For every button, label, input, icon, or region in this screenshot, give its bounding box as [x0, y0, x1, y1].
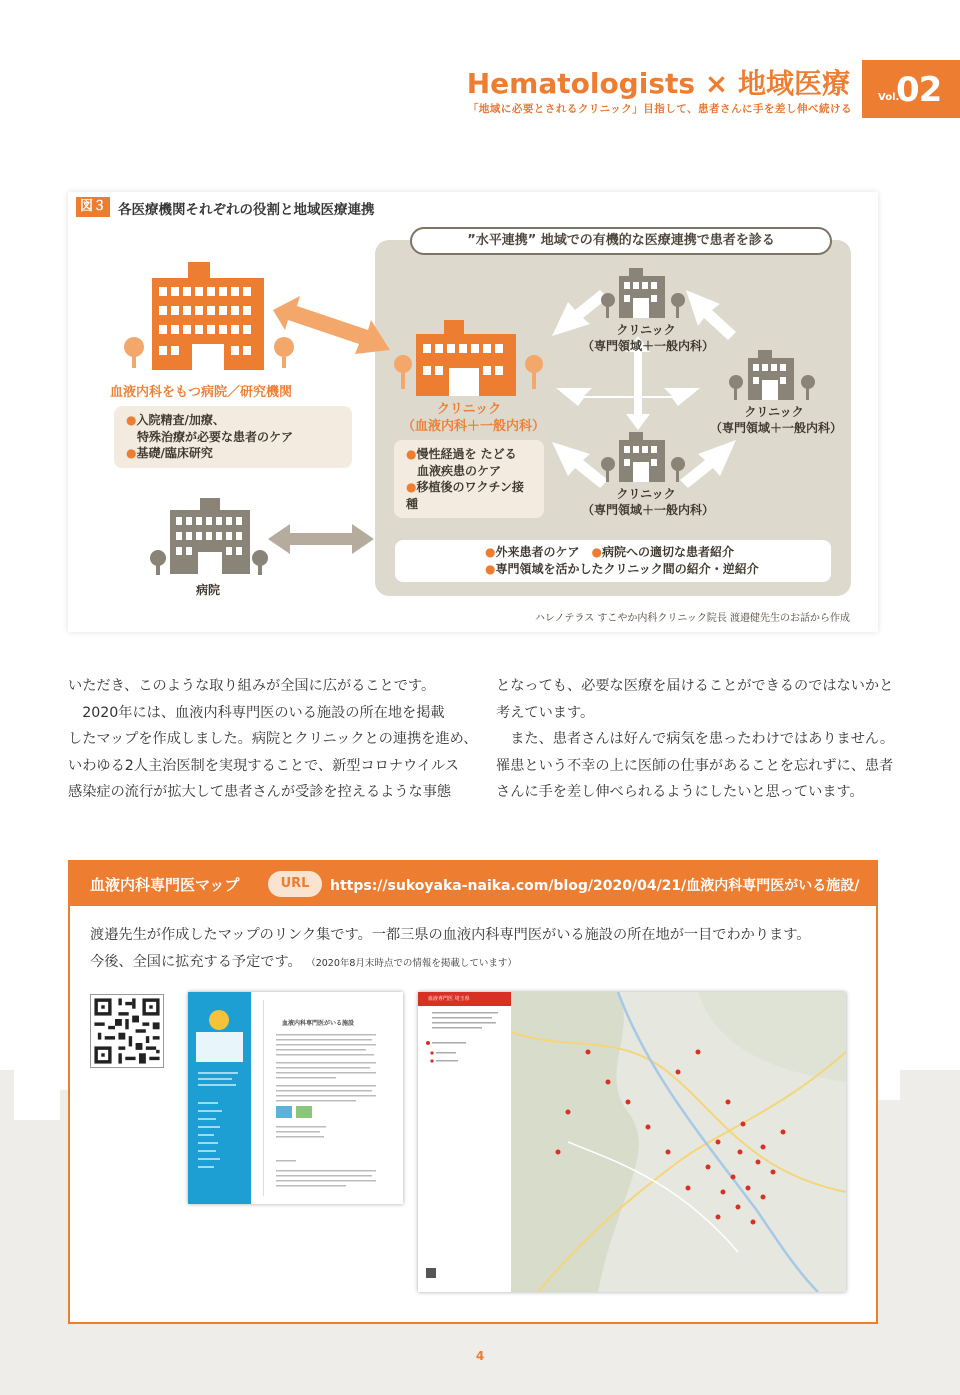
role-item: 基礎/臨床研究 — [136, 446, 213, 460]
figure-3 — [68, 192, 878, 632]
research-hospital-building — [124, 262, 294, 370]
research-hospital-roles — [114, 406, 352, 468]
main-clinic-label — [402, 401, 546, 435]
bullet: ● — [406, 447, 417, 461]
bullet: ● — [126, 413, 137, 427]
series-subtitle: 「地域に必要とされるクリニック」目指して、患者さんに手を差し伸べ続ける — [467, 103, 852, 115]
qr-code-icon[interactable] — [90, 994, 164, 1068]
main-clinic-label-line2: （血液内科＋一般内科） — [402, 419, 546, 434]
description-line: 渡邉先生が作成したマップのリンク集です。一都三県の血液内科専門医がいる施設の所在地が一目でわかります。 — [90, 927, 811, 943]
clinic-bottom-label — [582, 486, 715, 518]
clinic-top-building — [601, 268, 685, 318]
hematologist-map-box — [68, 860, 878, 1324]
website-article — [263, 1000, 392, 1196]
clinic-roles-box — [395, 540, 831, 582]
paragraph-line: となっても、必要な医療を届けることができるのではないかと — [496, 678, 894, 694]
map-panel-lines — [418, 1006, 511, 1292]
clinic-top-line1: クリニック — [616, 323, 676, 337]
paragraph-line: また、患者さんは好んで病気を患ったわけではありません。 — [496, 731, 895, 747]
paragraph-line: さんに手を差し伸べられるようにしたいと思っています。 — [496, 784, 864, 800]
clinic-bottom-line1: クリニック — [616, 487, 676, 501]
series-title: Hematologists × 地域医療 — [466, 67, 850, 100]
map-panel-bar — [418, 992, 511, 1006]
clinic-top-label — [582, 322, 715, 354]
map-screenshot — [418, 992, 846, 1292]
volume-label: Vol. — [878, 92, 900, 103]
clinic-right-label — [710, 404, 843, 436]
clinic-role-specialty: 専門領域を活かしたクリニック間の紹介・逆紹介 — [495, 561, 759, 576]
main-clinic-building — [394, 320, 543, 396]
url-badge: URL — [268, 871, 322, 897]
map-box-description — [90, 922, 810, 977]
bullet: ● — [126, 446, 137, 460]
role-item: 移植後のワクチン接種 — [406, 480, 524, 511]
figure-title: 各医療機関それぞれの役割と地域医療連携 — [118, 202, 375, 218]
article-heading: 血液内科専門医がいる施設 — [282, 1020, 355, 1027]
paragraph-line: 感染症の流行が拡大して患者さんが受診を控えるような事態 — [68, 784, 452, 800]
volume-number: 02 — [896, 70, 942, 110]
clinic-role-outpatient: 外来患者のケア — [495, 545, 580, 559]
map-url-link[interactable]: https://sukoyaka-naika.com/blog/2020/04/21/血液内科専門医がいる施設/ — [330, 878, 860, 894]
main-clinic-roles — [394, 440, 544, 518]
paragraph-line: 罹患という不幸の上に医師の仕事があることを忘れずに、患者 — [496, 757, 894, 774]
paragraph-line: 考えています。 — [496, 704, 595, 721]
map-box-header — [70, 862, 876, 906]
bullet: ● — [591, 545, 602, 559]
research-hospital-label: 血液内科をもつ病院／研究機関 — [110, 385, 293, 400]
clinic-right-building — [729, 350, 815, 400]
bullet: ● — [485, 545, 496, 559]
gray-double-arrow — [268, 524, 374, 554]
volume-badge — [862, 60, 960, 118]
hospital-building — [150, 498, 268, 575]
website-sidebar-graphics — [188, 992, 251, 1204]
clinic-role-referral: 病院への適切な患者紹介 — [602, 545, 735, 559]
description-line: 今後、全国に拡充する予定です。 — [90, 954, 302, 970]
paragraph-line: 2020年には、血液内科専門医のいる施設の所在地を掲載 — [68, 704, 445, 721]
map-box-title: 血液内科専門医マップ — [90, 876, 240, 894]
clinic-top-line2: （専門領域＋一般内科） — [582, 339, 715, 353]
role-item: 血液疾患のケア — [417, 463, 502, 478]
figure-number: 図３ — [76, 197, 110, 217]
description-note: （2020年8月末時点での情報を掲載しています） — [306, 958, 517, 969]
figure-credit: ハレノテラス すこやか内科クリニック院長 渡邉健先生のお話から作成 — [534, 613, 850, 624]
clinic-right-line2: （専門領域＋一般内科） — [710, 421, 843, 435]
paragraph-line: いわゆる2人主治医制を実現することで、新型コロナウイルス — [68, 757, 459, 774]
website-screenshot — [188, 992, 403, 1204]
map-side-panel — [418, 992, 511, 1292]
article-text-lines — [264, 1000, 392, 1196]
role-item: 特殊治療が必要な患者のケア — [137, 429, 294, 444]
body-column-right — [496, 673, 895, 806]
clinic-bottom-line2: （専門領域＋一般内科） — [582, 503, 715, 517]
role-item: 入院精査/加療、 — [136, 413, 225, 427]
main-clinic-label-line1: クリニック — [436, 402, 502, 417]
map-panel-title: 血液専門医 埼玉県 — [428, 996, 470, 1002]
website-sidebar — [188, 992, 251, 1204]
hospital-label: 病院 — [195, 583, 220, 597]
bullet: ● — [406, 480, 417, 494]
bullet: ● — [485, 561, 496, 576]
role-item: 慢性経過を たどる — [416, 447, 517, 461]
clinic-right-line1: クリニック — [744, 405, 804, 419]
clinic-bottom-building — [601, 432, 685, 482]
panel-title-pill: ”水平連携” 地域での有機的な医療連携で患者を診る — [410, 227, 832, 255]
paragraph-line: したマップを作成しました。病院とクリニックとの連携を進め、 — [68, 731, 478, 747]
body-column-left — [68, 673, 478, 806]
paragraph-line: いただき、このような取り組みが全国に広がることです。 — [68, 678, 436, 694]
page-number: 4 — [475, 1349, 485, 1363]
